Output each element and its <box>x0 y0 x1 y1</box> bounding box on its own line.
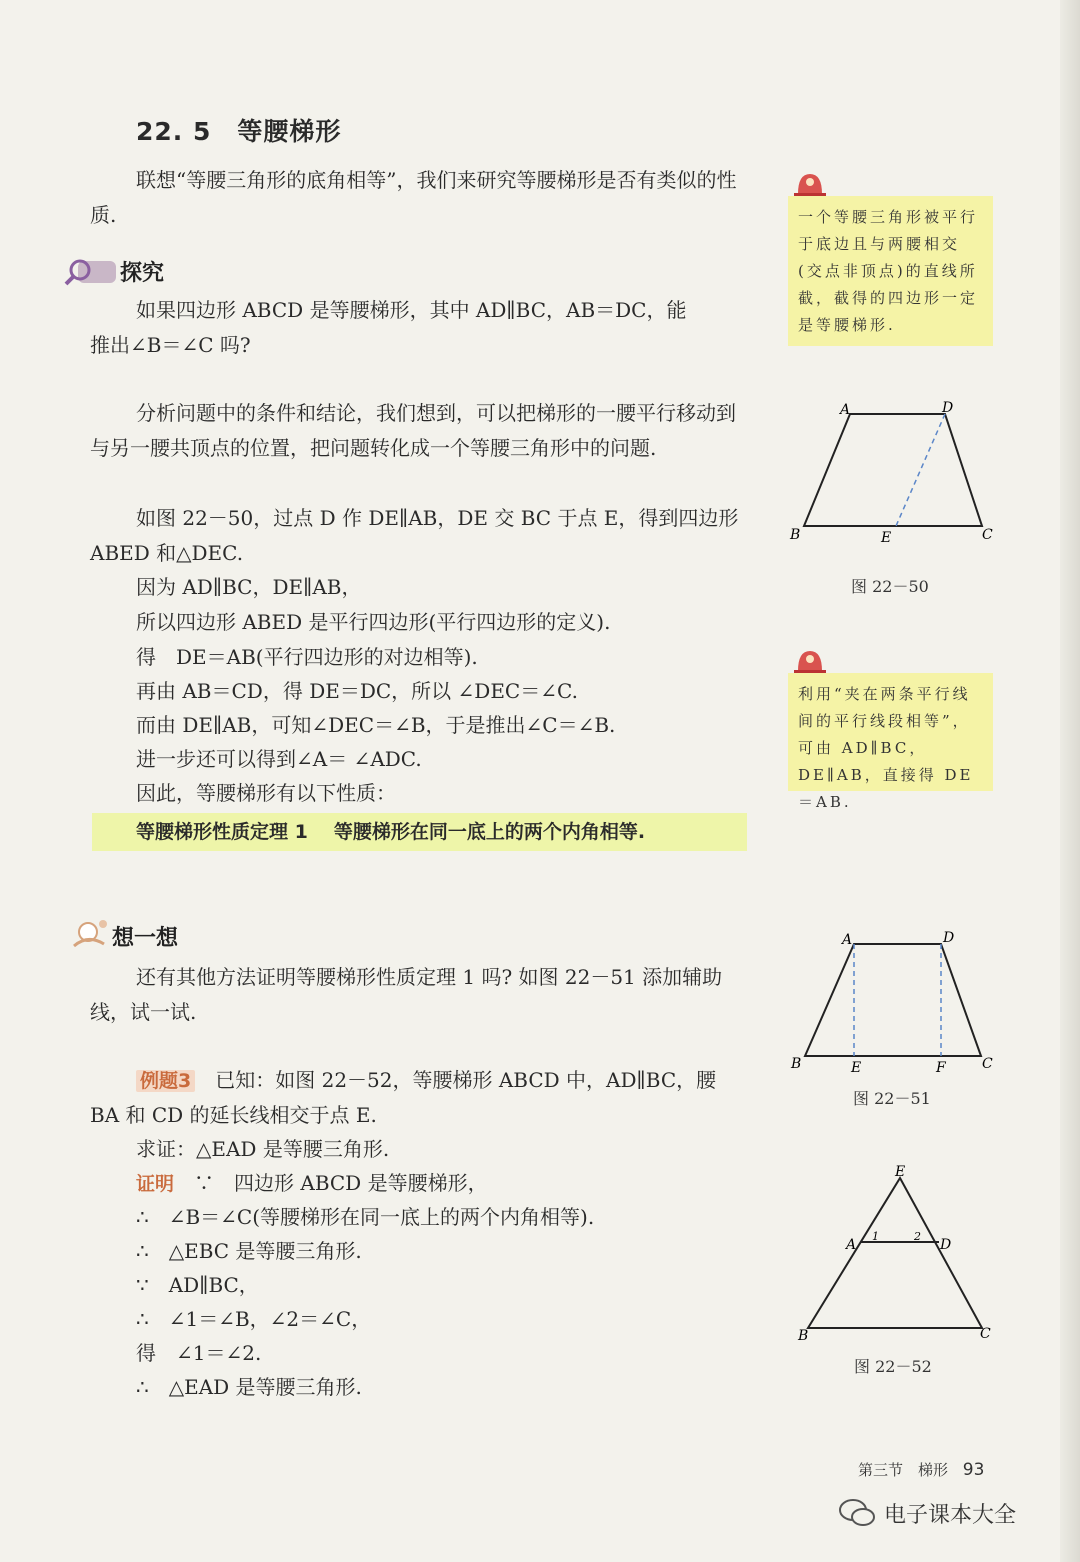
example-prove: 求证：△EAD 是等腰三角形. <box>136 1137 390 1161</box>
example-proof-line-1: ∴ ∠B＝∠C(等腰梯形在同一底上的两个内角相等). <box>136 1205 595 1229</box>
theorem-box <box>92 813 747 851</box>
angle-2-label: 2 <box>914 1230 921 1243</box>
footer-section: 第三节 梯形 <box>858 1461 949 1479</box>
segment-de <box>896 414 945 526</box>
figure-22-51 <box>780 926 1000 1076</box>
label-c: C <box>980 1326 991 1342</box>
proof-line-2: 所以四边形 ABED 是平行四边形(平行四边形的定义). <box>136 610 611 634</box>
explore-heading <box>62 255 164 287</box>
caption-22-50: 图 22－50 <box>851 577 929 596</box>
proof-label: 证明 <box>136 1173 175 1195</box>
label-b: B <box>791 1056 802 1072</box>
example-proof-line-6: ∴ △EAD 是等腰三角形. <box>136 1375 362 1399</box>
magnifier-icon <box>62 255 120 287</box>
construction-paragraph: 如图 22－50，过点 D 作 DE∥AB，DE 交 BC 于点 E，得到四边形 ABED 和△DEC. <box>90 506 739 565</box>
theorem-content: 等腰梯形在同一底上的两个内角相等. <box>333 821 646 843</box>
label-b: B <box>790 527 801 543</box>
page-footer <box>858 1459 984 1480</box>
lightbulb-icon <box>70 916 112 956</box>
label-a: A <box>842 932 853 948</box>
proof-line-7: 因此，等腰梯形有以下性质： <box>136 781 396 805</box>
explore-question-1: 如果四边形 ABCD 是等腰梯形，其中 AD∥BC，AB＝DC，能 <box>136 298 687 322</box>
label-e: E <box>881 530 892 546</box>
alarm-bell-icon <box>790 168 830 198</box>
label-e: E <box>895 1164 906 1180</box>
proof-line-1: 因为 AD∥BC，DE∥AB， <box>136 575 362 599</box>
watermark <box>838 1497 1016 1529</box>
section-title <box>136 112 341 148</box>
section-number: 22. 5 <box>136 117 212 146</box>
section-name: 等腰梯形 <box>237 117 342 146</box>
figure-22-50 <box>780 396 1000 546</box>
label-e: E <box>851 1060 862 1076</box>
label-f: F <box>936 1060 946 1076</box>
caption-22-51: 图 22－51 <box>853 1089 931 1108</box>
caption-22-52: 图 22－52 <box>854 1357 932 1376</box>
think-heading <box>70 916 178 956</box>
proof-line-3: 得 DE＝AB(平行四边形的对边相等). <box>136 645 478 669</box>
example-proof-line-4: ∴ ∠1＝∠B，∠2＝∠C， <box>136 1307 372 1331</box>
label-b: B <box>798 1328 809 1344</box>
page-edge <box>1060 0 1080 1562</box>
intro-paragraph: 联想“等腰三角形的底角相等”，我们来研究等腰梯形是否有类似的性质. <box>90 168 737 227</box>
wechat-icon <box>838 1497 876 1529</box>
think-paragraph: 还有其他方法证明等腰梯形性质定理 1 吗? 如图 22－51 添加辅助线，试一试. <box>90 965 723 1024</box>
example-proof-line-3: ∵ AD∥BC， <box>136 1273 259 1297</box>
figure-22-52 <box>790 1160 1000 1350</box>
angle-1-label: 1 <box>872 1230 879 1243</box>
alarm-bell-icon <box>790 645 830 675</box>
explore-question-2: 推出∠B＝∠C 吗? <box>90 333 251 357</box>
page-number: 93 <box>962 1460 985 1480</box>
side-note-2: 利用“夹在两条平行线间的平行线段相等”，可由 AD∥BC，DE∥AB，直接得 DE＝AB. <box>788 673 993 791</box>
trapezoid-abcd <box>804 414 982 526</box>
proof-line-6: 进一步还可以得到∠A＝ ∠ADC. <box>136 747 422 771</box>
proof-line-5: 而由 DE∥AB，可知∠DEC＝∠B，于是推出∠C＝∠B. <box>136 713 616 737</box>
think-label: 想一想 <box>112 925 179 951</box>
analysis-paragraph: 分析问题中的条件和结论，我们想到，可以把梯形的一腰平行移动到与另一腰共顶点的位置，把问题转化成一个等腰三角形中的问题. <box>90 401 736 460</box>
example-proof-first: 证明 ∵ 四边形 ABCD 是等腰梯形， <box>136 1171 488 1195</box>
label-a: A <box>840 402 851 418</box>
label-d: D <box>940 1237 952 1253</box>
theorem-name: 等腰梯形性质定理 1 <box>136 821 308 843</box>
example-given-2: BA 和 CD 的延长线相交于点 E. <box>90 1103 377 1127</box>
proof-line-4: 再由 AB＝CD，得 DE＝DC，所以 ∠DEC＝∠C. <box>136 679 578 703</box>
example-proof-line-5: 得 ∠1＝∠2. <box>136 1341 262 1365</box>
watermark-text: 电子课本大全 <box>884 1502 1017 1528</box>
trapezoid-abcd <box>805 944 981 1056</box>
example-given-1: 例题3 已知：如图 22－52，等腰梯形 ABCD 中，AD∥BC，腰 <box>136 1063 716 1099</box>
label-d: D <box>943 930 955 946</box>
triangle-ebc <box>808 1178 982 1328</box>
label-d: D <box>942 400 954 416</box>
label-c: C <box>982 527 993 543</box>
label-a: A <box>846 1237 857 1253</box>
explore-label: 探究 <box>120 260 165 286</box>
side-note-1: 一个等腰三角形被平行于底边且与两腰相交(交点非顶点)的直线所截，截得的四边形一定是等腰梯形. <box>788 196 993 346</box>
example-proof-line-2: ∴ △EBC 是等腰三角形. <box>136 1239 362 1263</box>
example-label: 例题3 <box>136 1070 195 1092</box>
label-c: C <box>982 1056 993 1072</box>
